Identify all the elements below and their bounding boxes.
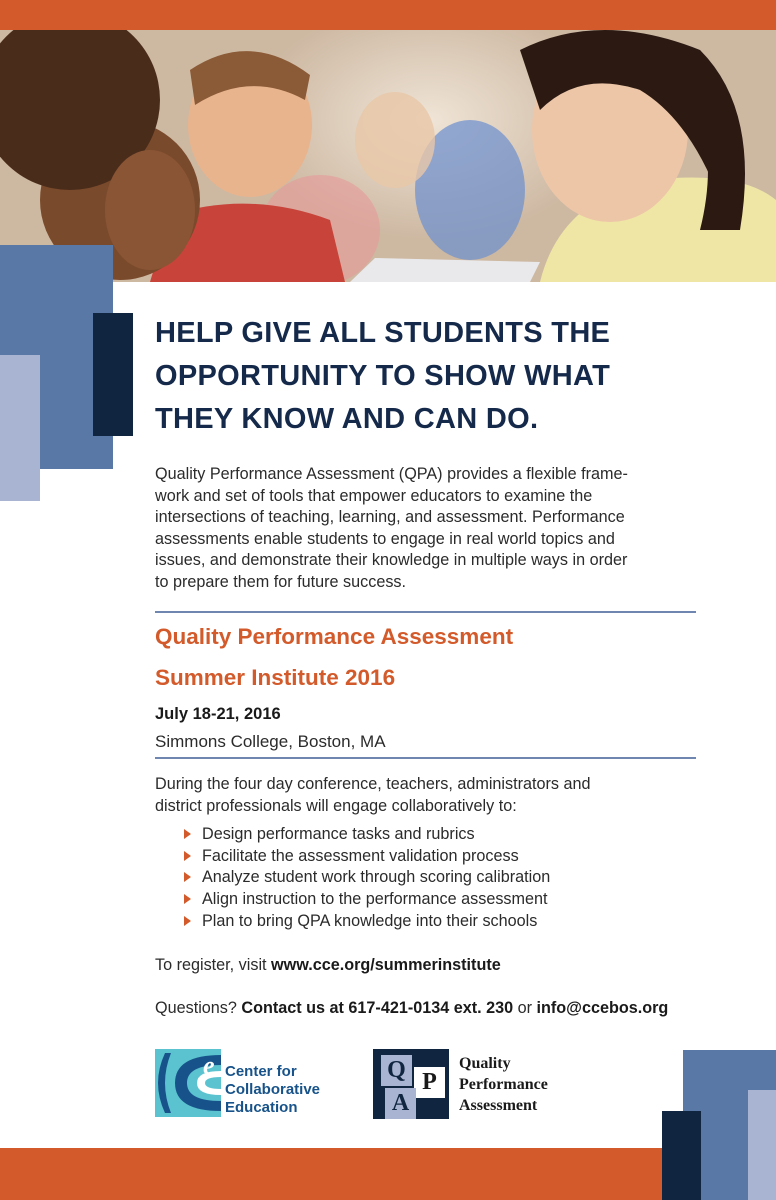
arrow-bullet-icon	[184, 851, 191, 861]
cce-logo-line: Collaborative	[225, 1081, 321, 1098]
headline-line-1: HELP GIVE ALL STUDENTS THE	[155, 317, 611, 349]
intro-line: to prepare them for future success.	[155, 572, 407, 591]
intro-line: issues, and demonstrate their knowledge in multiple ways in order	[155, 551, 628, 570]
qpa-tile-q: Q	[381, 1055, 412, 1086]
list-item-text: Facilitate the assessment validation process	[202, 846, 519, 865]
register-link[interactable]: www.cce.org/summerinstitute	[271, 956, 501, 974]
list-item	[180, 889, 740, 911]
decor-block-navy	[662, 1111, 701, 1200]
decor-block-light	[748, 1090, 776, 1200]
conference-lead-line: During the four day conference, teachers, administrators and	[155, 775, 591, 793]
conference-lead-line: district professionals will engage collaboratively to:	[155, 796, 517, 815]
cce-logo	[155, 1049, 375, 1119]
list-item	[180, 911, 740, 933]
decor-block-navy	[93, 313, 133, 436]
event-title	[155, 622, 715, 693]
decor-block-light	[0, 355, 40, 501]
event-dates: July 18-21, 2016	[155, 705, 281, 723]
qpa-logo	[373, 1049, 603, 1121]
bottom-accent-bar	[0, 1148, 776, 1200]
list-item-text: Align instruction to the performance assessment	[202, 890, 548, 909]
contact-or: or	[513, 999, 537, 1017]
qpa-logo-line: Assessment	[459, 1097, 538, 1114]
list-item	[180, 846, 740, 868]
list-item	[180, 824, 740, 846]
top-accent-bar	[0, 0, 776, 30]
register-prefix: To register, visit	[155, 956, 272, 974]
event-title-line-1: Quality Performance Assessment	[155, 624, 514, 649]
contact-email-link[interactable]: info@ccebos.org	[536, 999, 669, 1017]
cce-logo-text	[225, 1063, 320, 1117]
qpa-logo-line: Quality	[459, 1055, 511, 1072]
arrow-bullet-icon	[184, 872, 191, 882]
list-item	[180, 867, 740, 889]
list-item-text: Design performance tasks and rubrics	[202, 825, 475, 843]
divider-bottom	[155, 757, 696, 759]
intro-paragraph	[155, 464, 755, 594]
conference-activities-list	[180, 824, 740, 933]
qpa-logo-text	[459, 1053, 548, 1116]
qpa-tile-a: A	[385, 1088, 416, 1119]
hero-photo-illustration	[0, 30, 776, 282]
contact-phone[interactable]: Contact us at 617-421-0134 ext. 230	[241, 999, 514, 1017]
conference-lead	[155, 774, 755, 817]
headline	[155, 312, 755, 441]
headline-line-2: OPPORTUNITY TO SHOW WHAT	[155, 360, 611, 392]
contact-prefix: Questions?	[155, 999, 242, 1017]
event-title-line-2: Summer Institute 2016	[155, 665, 396, 690]
contact-line	[155, 997, 668, 1019]
list-item-text: Plan to bring QPA knowledge into their schools	[202, 911, 538, 930]
list-item-text: Analyze student work through scoring calibration	[202, 868, 551, 887]
cce-logo-letter: e	[203, 1051, 215, 1080]
arrow-bullet-icon	[184, 829, 191, 839]
intro-line: assessments enable students to engage in real world topics and	[155, 529, 615, 548]
cce-logo-line: Education	[225, 1099, 298, 1116]
arrow-bullet-icon	[184, 916, 191, 926]
intro-line: work and set of tools that empower educators to examine the	[155, 486, 593, 505]
qpa-tile-p: P	[414, 1067, 445, 1098]
register-line	[155, 954, 501, 976]
cce-logo-line: Center for	[225, 1063, 297, 1080]
event-venue: Simmons College, Boston, MA	[155, 732, 386, 751]
qpa-logo-line: Performance	[459, 1076, 548, 1093]
intro-line: Quality Performance Assessment (QPA) provides a flexible frame-	[155, 465, 628, 483]
arrow-bullet-icon	[184, 894, 191, 904]
intro-line: intersections of teaching, learning, and assessment. Performance	[155, 508, 625, 527]
divider-top	[155, 611, 696, 613]
hero-photo	[0, 30, 776, 282]
headline-line-3: THEY KNOW AND CAN DO.	[155, 403, 539, 435]
